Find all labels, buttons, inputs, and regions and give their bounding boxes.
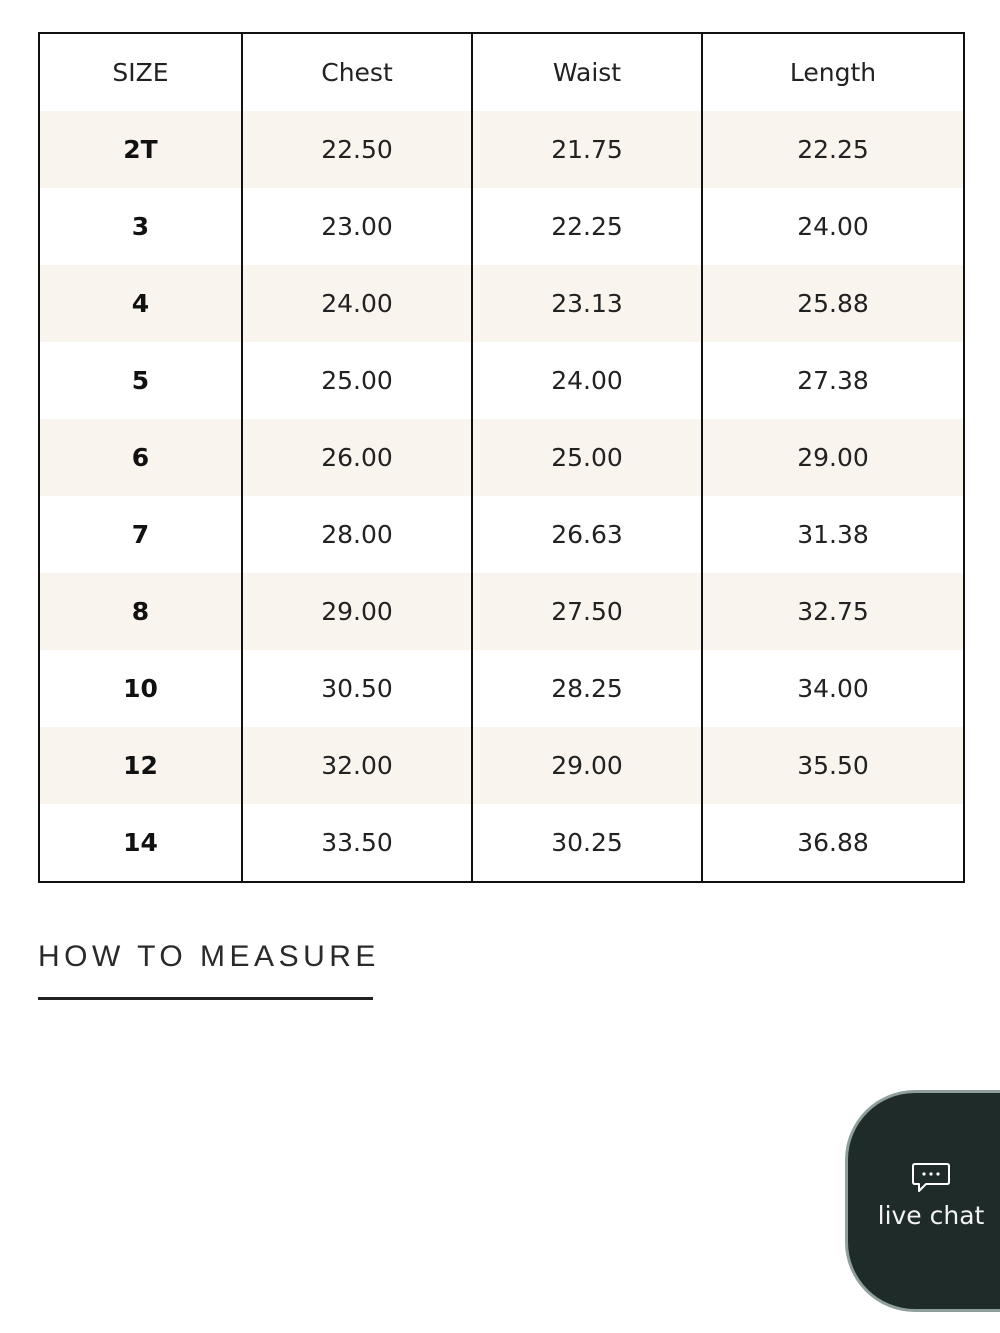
length-cell: 36.88 [702,804,964,882]
waist-cell: 27.50 [472,573,702,650]
waist-cell: 26.63 [472,496,702,573]
table-row [39,727,964,804]
chest-cell: 23.00 [242,188,472,265]
size-chart-table [38,32,965,883]
size-cell: 12 [39,727,242,804]
chest-cell: 25.00 [242,342,472,419]
length-cell: 31.38 [702,496,964,573]
how-to-measure-underline [38,997,373,1000]
waist-cell: 21.75 [472,111,702,188]
header-waist: Waist [472,33,702,111]
length-cell: 25.88 [702,265,964,342]
chest-cell: 33.50 [242,804,472,882]
table-row [39,188,964,265]
chest-cell: 22.50 [242,111,472,188]
table-row [39,419,964,496]
table-row [39,111,964,188]
live-chat-label: live chat [877,1201,985,1230]
size-cell: 10 [123,674,158,703]
size-cell: 7 [131,520,150,549]
header-chest: Chest [242,33,472,111]
live-chat-button[interactable] [845,1090,1000,1312]
size-cell: 2T [39,111,242,188]
size-chart-body [39,111,964,882]
table-row [39,804,964,882]
length-cell: 29.00 [702,419,964,496]
chest-cell: 28.00 [242,496,472,573]
header-size: SIZE [39,33,242,111]
chest-cell: 30.50 [242,650,472,727]
chat-bubble-icon [911,1161,951,1195]
table-header-row [39,33,964,111]
waist-cell: 22.25 [472,188,702,265]
chest-cell: 32.00 [242,727,472,804]
length-cell: 35.50 [702,727,964,804]
how-to-measure-heading[interactable]: HOW TO MEASURE [38,940,380,973]
size-cell: 6 [39,419,242,496]
table-row [39,342,964,419]
table-row [39,265,964,342]
chest-cell: 24.00 [242,265,472,342]
table-row [39,496,964,573]
size-cell: 4 [39,265,242,342]
waist-cell: 28.25 [472,650,702,727]
waist-cell: 30.25 [472,804,702,882]
waist-cell: 25.00 [472,419,702,496]
length-cell: 34.00 [702,650,964,727]
length-cell: 24.00 [702,188,964,265]
table-row [39,573,964,650]
size-cell: 8 [39,573,242,650]
chest-cell: 29.00 [242,573,472,650]
length-cell: 32.75 [702,573,964,650]
table-row [39,650,964,727]
chest-cell: 26.00 [242,419,472,496]
size-cell: 14 [123,828,158,857]
header-length: Length [702,33,964,111]
waist-cell: 24.00 [472,342,702,419]
length-cell: 22.25 [702,111,964,188]
size-cell: 3 [131,212,150,241]
size-cell: 5 [131,366,150,395]
length-cell: 27.38 [702,342,964,419]
waist-cell: 23.13 [472,265,702,342]
waist-cell: 29.00 [472,727,702,804]
